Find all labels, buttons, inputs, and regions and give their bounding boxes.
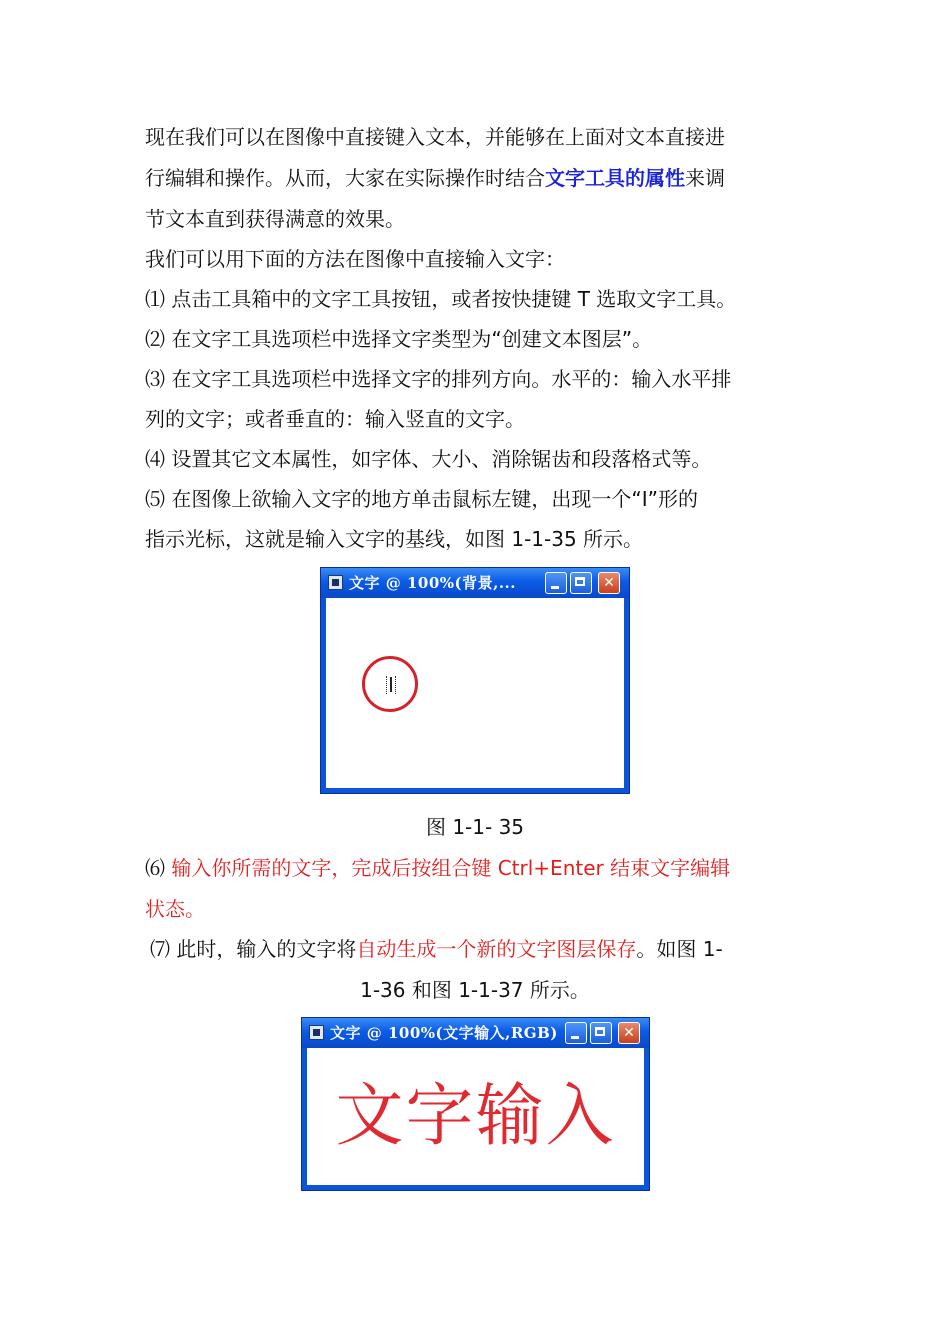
step-1: ⑴ 点击工具箱中的文字工具按钮，或者按快捷键 T 选取文字工具。 (145, 287, 737, 311)
step-5-line-2: 指示光标，这就是输入文字的基线，如图 1-1-35 所示。 (145, 527, 644, 551)
maximize-button[interactable] (590, 1022, 612, 1044)
text-span: 。如图 1- (636, 937, 723, 961)
step-6-emphasis: 输入你所需的文字，完成后按组合键 Ctrl+Enter 结束文字编辑 (171, 856, 731, 880)
step-7-line-1 (150, 934, 830, 964)
minimize-button[interactable] (545, 572, 567, 594)
paragraph-intro-line-2 (145, 163, 825, 193)
paragraph-intro-line-3: 节文本直到获得满意的效果。 (145, 207, 405, 231)
step-6-line-1 (145, 853, 825, 883)
photoshop-window-text (301, 1017, 650, 1191)
photoshop-document-icon (328, 575, 343, 590)
figure-caption: 图 1-1- 35 (425, 815, 525, 839)
window-titlebar[interactable] (321, 568, 629, 598)
text-span: ⑺ 此时，输入的文字将 (150, 937, 357, 961)
canvas-text-layer: 文字输入 (335, 1077, 616, 1156)
text-span: 来调 (685, 166, 725, 190)
document-canvas[interactable] (326, 598, 624, 788)
step-7-line-2: 1-36 和图 1-1-37 所示。 (360, 978, 590, 1002)
step-3-line-1: ⑶ 在文字工具选项栏中选择文字的排列方向。水平的：输入水平排 (145, 367, 732, 391)
step-6-number: ⑹ (145, 856, 172, 880)
close-button[interactable]: ✕ (618, 1022, 640, 1044)
minimize-button[interactable] (565, 1022, 587, 1044)
step-6-line-2: 状态。 (145, 897, 205, 921)
step-3-line-2: 列的文字；或者垂直的：输入竖直的文字。 (145, 407, 525, 431)
paragraph-method-intro: 我们可以用下面的方法在图像中直接输入文字： (145, 247, 565, 271)
i-beam-cursor-icon (386, 676, 396, 694)
step-2: ⑵ 在文字工具选项栏中选择文字类型为“创建文本图层”。 (145, 327, 653, 351)
text-span: 行编辑和操作。从而，大家在实际操作时结合 (145, 166, 545, 190)
step-5-line-1: ⑸ 在图像上欲输入文字的地方单击鼠标左键，出现一个“I”形的 (145, 487, 698, 511)
window-title: 文字 @ 100%(背景,... (349, 574, 516, 592)
highlight-circle (362, 656, 418, 712)
paragraph-intro-line-1: 现在我们可以在图像中直接键入文本，并能够在上面对文本直接进 (145, 125, 725, 149)
photoshop-window-empty (320, 567, 630, 794)
step-4: ⑷ 设置其它文本属性，如字体、大小、消除锯齿和段落格式等。 (145, 447, 712, 471)
step-7-emphasis: 自动生成一个新的文字图层保存 (356, 937, 637, 961)
window-title: 文字 @ 100%(文字输入,RGB) (330, 1024, 558, 1042)
maximize-button[interactable] (570, 572, 592, 594)
document-canvas[interactable] (307, 1048, 644, 1185)
text-tool-properties-link[interactable]: 文字工具的属性 (545, 166, 685, 190)
photoshop-document-icon (309, 1025, 324, 1040)
close-button[interactable]: ✕ (598, 572, 620, 594)
window-titlebar[interactable] (302, 1018, 649, 1048)
